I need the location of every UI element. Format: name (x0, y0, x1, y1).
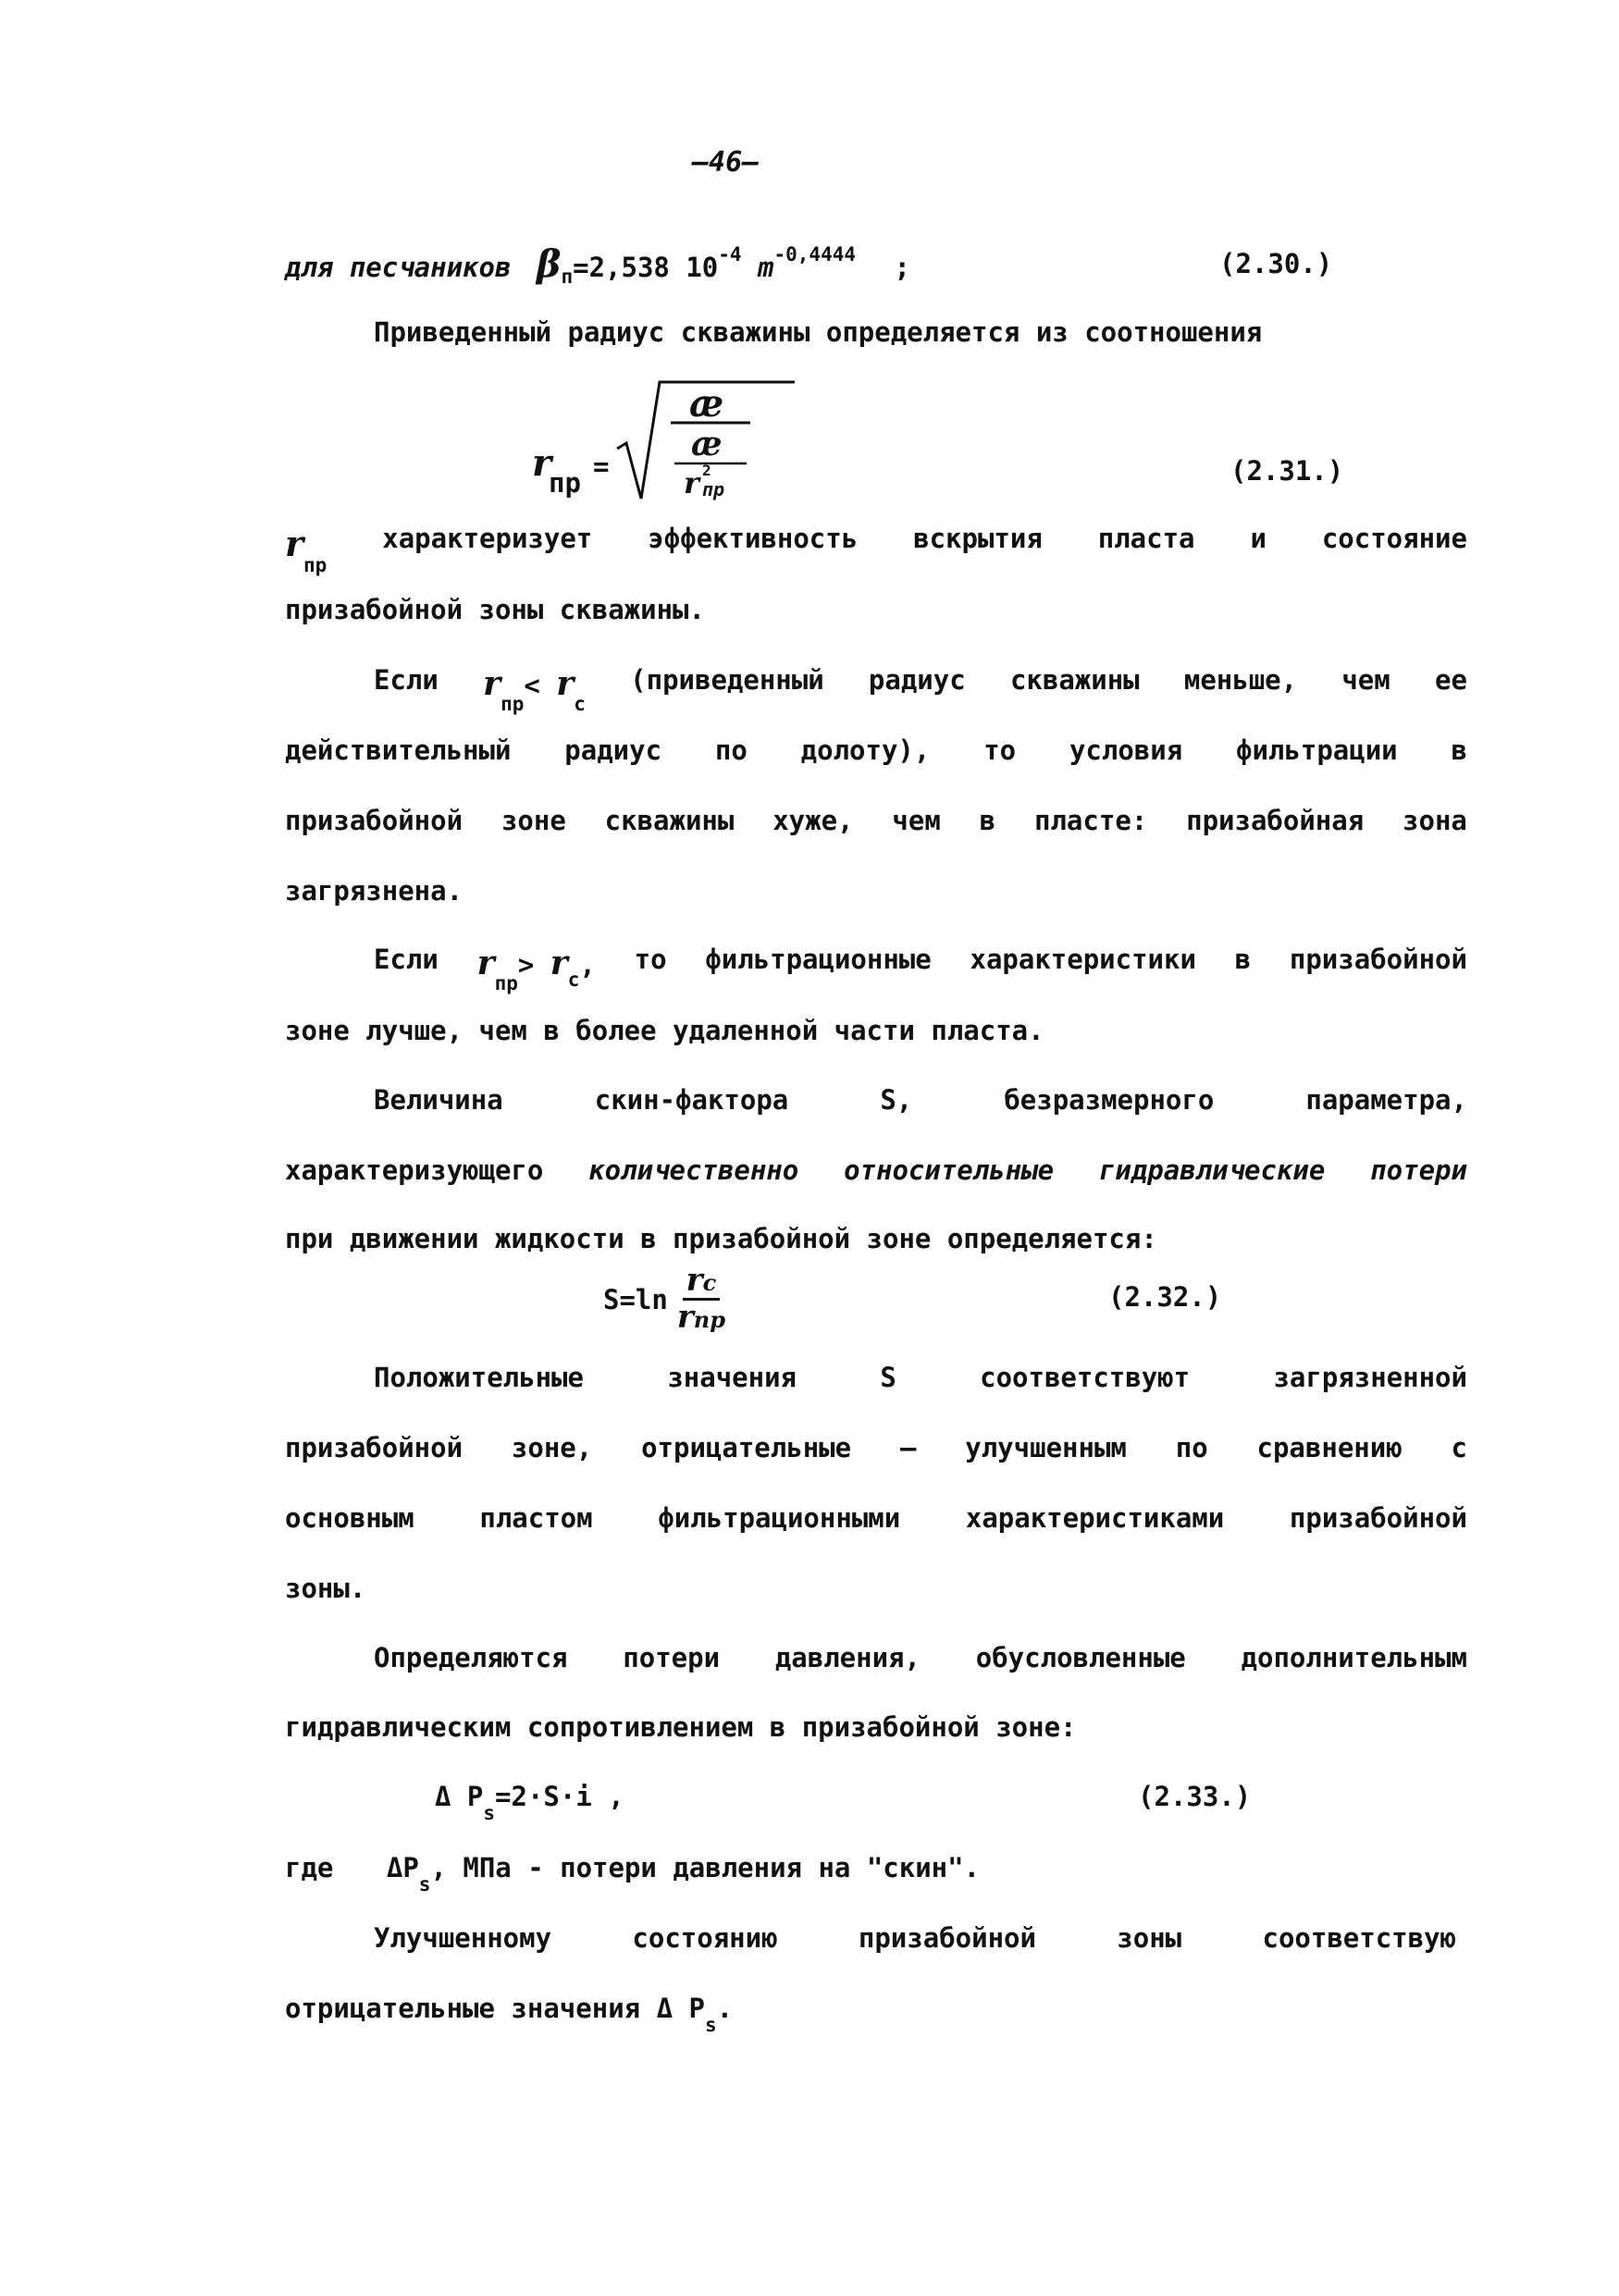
page-number: —46— (692, 146, 760, 179)
word: потери (1370, 1154, 1467, 1186)
paragraph-improved-line-1 (374, 1922, 1456, 1954)
word: гидравлические (1098, 1154, 1326, 1186)
word: параметра, (1305, 1084, 1467, 1116)
paragraph-positive-line-1 (374, 1362, 1467, 1393)
paragraph-where (285, 1852, 981, 1895)
paragraph-losses-line-1 (374, 1642, 1467, 1673)
r-den-sub: пр (702, 478, 725, 500)
word: Если (374, 664, 439, 696)
word: характеристики (970, 944, 1196, 975)
condition-r-less: $r_{пр}< r_c$ (483, 664, 586, 715)
word: Величина (374, 1084, 503, 1116)
paragraph-positive-line-2 (285, 1432, 1467, 1463)
word: призабойной (285, 805, 463, 836)
equation-number-2-30: (2.30.) (1219, 248, 1333, 279)
beta-sub: п (561, 265, 574, 288)
word: характеризующего (285, 1154, 544, 1186)
word: скважины (1009, 664, 1140, 696)
word: хуже, (772, 805, 854, 836)
word: чем (1341, 664, 1390, 696)
semicolon: ; (894, 252, 910, 283)
word: долоту), (800, 734, 931, 766)
where-label: где (285, 1852, 334, 1883)
where-rest: , МПа - потери давления на "скин". (430, 1852, 981, 1883)
word: зоне, (511, 1432, 593, 1463)
word: меньше, (1183, 664, 1298, 696)
word: давления, (774, 1642, 921, 1673)
word: загрязненной (1273, 1362, 1467, 1393)
word: соответствую (1262, 1922, 1456, 1954)
word: S, (880, 1084, 913, 1116)
paragraph-improved-line-2 (285, 1993, 734, 2036)
word: фильтрационные (705, 944, 932, 975)
word: радиус (564, 734, 662, 766)
word: зоне (501, 805, 566, 836)
word: вскрытия (913, 523, 1043, 554)
word: (приведенный (630, 664, 824, 696)
word: улучшенным (965, 1432, 1127, 1463)
word: Положительные (374, 1362, 584, 1393)
paragraph-characterizes-line-1 (285, 523, 1467, 576)
dp-symbol: ΔP (386, 1852, 419, 1883)
word: в (1234, 944, 1252, 975)
equation-number-2-32: (2.32.) (1108, 1281, 1222, 1313)
word: основным (285, 1502, 414, 1534)
eq-2-32-lhs: S=ln (603, 1284, 668, 1315)
equation-number-2-31: (2.31.) (1230, 455, 1344, 487)
word: условия (1069, 734, 1183, 766)
paragraph-if-greater-line-1 (374, 944, 1467, 994)
word: фильтрационными (658, 1502, 901, 1534)
word: значения (667, 1362, 797, 1393)
word: призабойной (858, 1922, 1036, 1954)
m-variable: m (758, 252, 774, 283)
r-den-sup: 2 (702, 462, 711, 479)
kappa-numerator: æ (689, 382, 724, 426)
word: зоны (1117, 1922, 1182, 1954)
paragraph-if-less-line-2 (285, 734, 1467, 766)
word: соответствуют (980, 1362, 1191, 1393)
word: призабойной (1289, 944, 1467, 975)
condition-r-greater: $r_{пр}> r_c$, (476, 944, 596, 994)
word: по (714, 734, 748, 766)
equals-sign: = (593, 451, 610, 482)
word: с (1451, 1432, 1467, 1463)
word: фильтрации (1236, 734, 1398, 766)
word: S (880, 1362, 896, 1393)
dp-sub: s (418, 1872, 431, 1895)
word: обусловленные (975, 1642, 1186, 1673)
word: призабойная (1186, 805, 1365, 836)
eq-2-30-value: =2,538 10 (573, 252, 719, 283)
equation-2-31 (532, 375, 828, 504)
word: относительные (844, 1154, 1055, 1186)
word: в (1451, 734, 1467, 766)
eq-2-30-prefix: для песчаников (285, 252, 512, 283)
exp-1: -4 (718, 243, 742, 266)
equation-2-33 (435, 1781, 624, 1824)
word: количественно (588, 1154, 799, 1186)
word: то (634, 944, 667, 975)
paragraph-if-less-line-4: загрязнена. (285, 875, 463, 907)
eq-2-33-sub: s (483, 1801, 496, 1824)
word: Улучшенному (374, 1922, 552, 1954)
improved-end: . (716, 1993, 734, 2024)
word: в (979, 805, 996, 836)
r-sub: пр (549, 467, 581, 499)
beta-symbol: β (536, 242, 562, 286)
word: чем (892, 805, 941, 836)
word: зона (1403, 805, 1467, 836)
improved-sub: s (704, 2013, 717, 2036)
word: скин-фактора (594, 1084, 789, 1116)
word: и (1250, 523, 1267, 554)
improved-text: отрицательные значения Δ P (285, 1993, 705, 2024)
word: призабойной (285, 1432, 463, 1463)
paragraph-positive-line-3 (285, 1502, 1467, 1534)
kappa-inner: æ (691, 425, 723, 463)
r-denominator: r (684, 465, 699, 500)
paragraph-positive-line-4: зоны. (285, 1573, 366, 1604)
equation-2-32 (603, 1261, 729, 1336)
word: Если (374, 944, 439, 975)
word: – (899, 1432, 917, 1463)
paragraph-skin-line-3: при движении жидкости в призабойной зоне определяется: (285, 1223, 1157, 1254)
r-pr-symbol: $r_{пр}$ (285, 523, 328, 576)
paragraph-losses-line-2: гидравлическим сопротивлением в призабойной зоне: (285, 1711, 1077, 1743)
equation-2-30 (285, 242, 910, 288)
word: призабойной (1289, 1502, 1467, 1534)
paragraph-radius-intro: Приведенный радиус скважины определяется из соотношения (374, 316, 1263, 348)
r-symbol: r (532, 441, 552, 485)
word: сравнению (1256, 1432, 1403, 1463)
word: действительный (285, 734, 512, 766)
word: пласта (1097, 523, 1195, 554)
eq-2-33-rhs: =2·S·i , (495, 1781, 624, 1812)
equation-number-2-33: (2.33.) (1138, 1781, 1252, 1812)
word: ее (1434, 664, 1467, 696)
word: Определяются (374, 1642, 568, 1673)
word: характеристиками (965, 1502, 1225, 1534)
word: пласте: (1034, 805, 1148, 836)
paragraph-characterizes-line-2: призабойной зоны скважины. (285, 594, 705, 625)
word: состояние (1321, 523, 1467, 554)
paragraph-if-less-line-1 (374, 664, 1467, 715)
word: потери (623, 1642, 721, 1673)
word: безразмерного (1004, 1084, 1215, 1116)
paragraph-skin-line-1 (374, 1084, 1467, 1116)
paragraph-if-less-line-3 (285, 805, 1467, 836)
word: радиус (868, 664, 966, 696)
exp-2: -0,4444 (773, 243, 857, 266)
word: характеризует (382, 523, 593, 554)
eq-2-33-lhs: Δ P (435, 1781, 484, 1812)
word: по (1175, 1432, 1208, 1463)
paragraph-if-greater-line-2: зоне лучше, чем в более удаленной части пласта. (285, 1015, 1044, 1046)
word: то (983, 734, 1017, 766)
word: состоянию (632, 1922, 778, 1954)
word: отрицательные (641, 1432, 852, 1463)
word: скважины (604, 805, 735, 836)
paragraph-skin-line-2 (285, 1154, 1467, 1186)
word: дополнительным (1241, 1642, 1467, 1673)
word: эффективность (648, 523, 859, 554)
fraction-rc-rpr: $\frac{rc}{\text{rпр}}$ (676, 1261, 725, 1336)
word: пластом (479, 1502, 593, 1534)
